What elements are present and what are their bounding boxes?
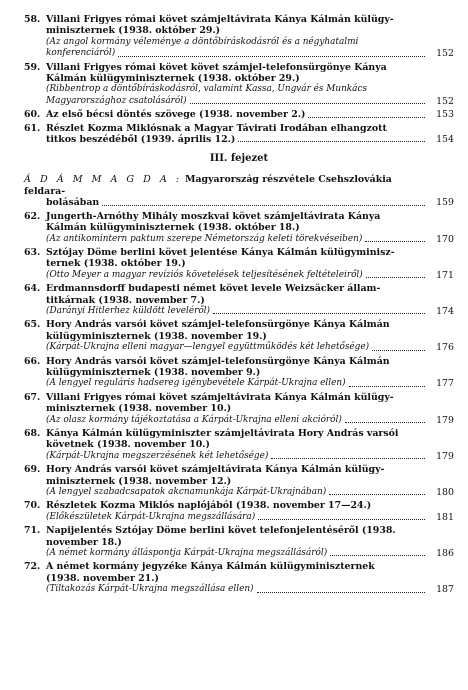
entry-title-cont: Kálmán külügyminiszternek (1938. október 18.) — [46, 222, 300, 234]
toc-entry-64 — [24, 283, 454, 317]
entry-number: 68. — [24, 428, 41, 439]
entry-number: 64. — [24, 283, 41, 295]
author-entry — [24, 174, 454, 208]
dot-leader — [349, 386, 425, 387]
entry-number: 59. — [24, 61, 41, 73]
entry-title: A német kormány jegyzéke Kánya Kálmán külügyminiszternek — [46, 561, 375, 573]
entry-page: 181 — [436, 511, 454, 523]
entry-note: (Tiltakozás Kárpát-Ukrajna megszállása ellen) — [46, 584, 254, 595]
entry-title: Az első bécsi döntés szövege (1938. november 2.) — [46, 109, 306, 121]
toc-entry-61 — [24, 123, 454, 146]
dot-leader — [102, 205, 425, 206]
chapter-heading: III. fejezet — [209, 153, 269, 165]
entry-title: Jungerth-Arnóthy Mihály moszkvai követ számjeltávirata Kánya — [46, 210, 381, 222]
dot-leader — [257, 592, 425, 593]
dot-leader — [330, 555, 425, 556]
entry-note: (Otto Meyer a magyar revíziós követelések teljesítésének feltételeiről) — [46, 269, 363, 280]
entry-note-cont: konferenciáról) — [46, 48, 116, 59]
entry-page: 170 — [436, 233, 454, 245]
entry-number: 61. — [24, 122, 41, 134]
dot-leader — [345, 422, 425, 423]
entry-note: (Ribbentrop a döntőbíráskodásról, valamint Kassa, Ungvár és Munkács — [46, 84, 367, 95]
entry-title: Hory András varsói követ számjel-telefonsürgönye Kánya Kálmán — [46, 319, 390, 331]
entry-title: Hory András varsói követ számjeltávirata Kánya Kálmán külügy- — [46, 464, 385, 476]
entry-number: 70. — [24, 500, 41, 512]
entry-note: (Kárpát-Ukrajna elleni magyar—lengyel együttműködés két lehetősége) — [46, 342, 370, 353]
toc-entry-59 — [24, 62, 454, 108]
entry-page: 177 — [436, 378, 454, 390]
toc-entry-72 — [24, 561, 454, 595]
entry-title-cont: követnek (1938. november 10.) — [46, 439, 210, 451]
entry-page: 176 — [436, 342, 454, 354]
entry-number: 69. — [24, 464, 41, 476]
entry-title: Villani Frigyes római követ számjeltávirata Kánya Kálmán külügy- — [46, 14, 394, 25]
author-title: Magyarország részvétele Csehszlovákia feldara- — [24, 174, 392, 197]
entry-note: (Kárpát-Ukrajna megszerzésének két lehetősége) — [46, 450, 269, 461]
entry-title-cont: külügyminiszternek (1938. november 19.) — [46, 330, 267, 342]
entry-title-cont: miniszternek (1938. november 10.) — [46, 403, 232, 415]
entry-title-cont: november 18.) — [46, 536, 122, 548]
entry-title-cont: miniszternek (1938. október 29.) — [46, 25, 221, 37]
entry-title: Napijelentés Sztójay Döme berlini követ telefonjelentéséről (1938. — [46, 525, 396, 537]
entry-title-cont: (1938. november 21.) — [46, 572, 159, 584]
entry-title: Hory András varsói követ számjel-telefonsürgönye Kánya Kálmán — [46, 355, 390, 367]
entry-number: 63. — [24, 246, 41, 258]
entry-note-cont: Magyarországhoz csatolásáról) — [46, 95, 187, 106]
entry-note: (A német kormány álláspontja Kárpát-Ukrajna megszállásáról) — [46, 548, 328, 559]
entry-note: (Darányi Hitlerhez küldött leveléről) — [46, 305, 210, 316]
toc-entry-71 — [24, 525, 454, 559]
toc-entry-63 — [24, 247, 454, 281]
toc-entry-67 — [24, 392, 454, 426]
dot-leader — [329, 494, 425, 495]
entry-page: 174 — [436, 305, 454, 317]
entry-page: 152 — [436, 48, 454, 60]
dot-leader — [308, 117, 425, 118]
entry-number: 62. — [24, 210, 41, 222]
dot-leader — [238, 141, 425, 142]
entry-page: 152 — [436, 95, 454, 107]
dot-leader — [372, 350, 425, 351]
author-name: Á D Á M M A G D A : — [24, 174, 183, 186]
entry-note: (Az olasz kormány tájékoztatása a Kárpát-Ukrajna elleni akcióról) — [46, 414, 342, 425]
entry-page: 179 — [436, 414, 454, 426]
entry-note: (A lengyel reguláris hadsereg igénybevétele Kárpát-Ukrajna ellen) — [46, 378, 346, 389]
entry-page: 187 — [436, 584, 454, 596]
entry-title-cont: miniszternek (1938. november 12.) — [46, 475, 232, 487]
entry-number: 58. — [24, 14, 41, 25]
entry-page: 179 — [436, 450, 454, 462]
toc-entry-60 — [24, 109, 454, 120]
toc-entry-58 — [24, 14, 454, 60]
entry-note: (Előkészületek Kárpát-Ukrajna megszállására) — [46, 511, 256, 522]
entry-title: Kánya Kálmán külügyminiszter számjeltávirata Hory András varsói — [46, 428, 399, 439]
entry-number: 71. — [24, 525, 41, 537]
entry-title: Sztójay Döme berlini követ jelentése Kánya Kálmán külügyminisz- — [46, 246, 395, 258]
entry-page: 171 — [436, 269, 454, 281]
toc-entry-65 — [24, 319, 454, 353]
toc-entry-62 — [24, 211, 454, 245]
dot-leader — [190, 103, 425, 104]
entry-title: Részlet Kozma Miklósnak a Magyar Távirati Irodában elhangzott — [46, 122, 387, 134]
toc-entry-66 — [24, 356, 454, 390]
author-title-cont: bolásában — [46, 197, 100, 209]
entry-title-cont: Kálmán külügyminiszternek (1938. október 29.) — [46, 73, 300, 85]
dot-leader — [258, 519, 425, 520]
entry-note: (A lengyel szabadcsapatok akcnamunkája Kárpát-Ukrajnában) — [46, 487, 327, 498]
entry-title: Villani Frigyes római követ követ számjel-telefonsürgönye Kánya — [46, 61, 387, 73]
entry-number: 60. — [24, 109, 41, 121]
entry-page: 180 — [436, 487, 454, 499]
toc-entry-69 — [24, 464, 454, 498]
entry-number: 66. — [24, 355, 41, 367]
entry-title-cont: titkos beszédéből (1939. április 12.) — [46, 134, 236, 146]
entry-page: 154 — [436, 134, 454, 146]
dot-leader — [366, 277, 425, 278]
entry-page: 186 — [436, 548, 454, 560]
toc-entry-70 — [24, 500, 454, 523]
entry-page: 153 — [436, 109, 454, 121]
dot-leader — [271, 458, 425, 459]
dot-leader — [118, 56, 425, 57]
entry-title-cont: külügyminiszternek (1938. november 9.) — [46, 366, 261, 378]
entry-note: (Az antikomintern paktum szerepe Németország keleti törekvéseiben) — [46, 233, 363, 244]
entry-title: Részletek Kozma Miklós naplójából (1938. november 17—24.) — [46, 500, 372, 512]
entry-title-cont: titkárnak (1938. november 7.) — [46, 294, 205, 306]
dot-leader — [365, 241, 425, 242]
entry-title: Villani Frigyes római követ számjeltávirata Kánya Kálmán külügy- — [46, 391, 394, 403]
entry-note: (Az angol kormány véleménye a döntőbíráskodásról és a négyhatalmi — [46, 36, 359, 47]
entry-number: 67. — [24, 391, 41, 403]
entry-page: 159 — [436, 197, 454, 209]
entry-number: 72. — [24, 561, 41, 573]
entry-number: 65. — [24, 319, 41, 331]
entry-title: Erdmannsdorff budapesti német követ levele Weizsäcker állam- — [46, 283, 381, 295]
entry-title-cont: ternek (1938. október 19.) — [46, 258, 186, 270]
toc-entry-68 — [24, 428, 454, 462]
dot-leader — [213, 313, 425, 314]
